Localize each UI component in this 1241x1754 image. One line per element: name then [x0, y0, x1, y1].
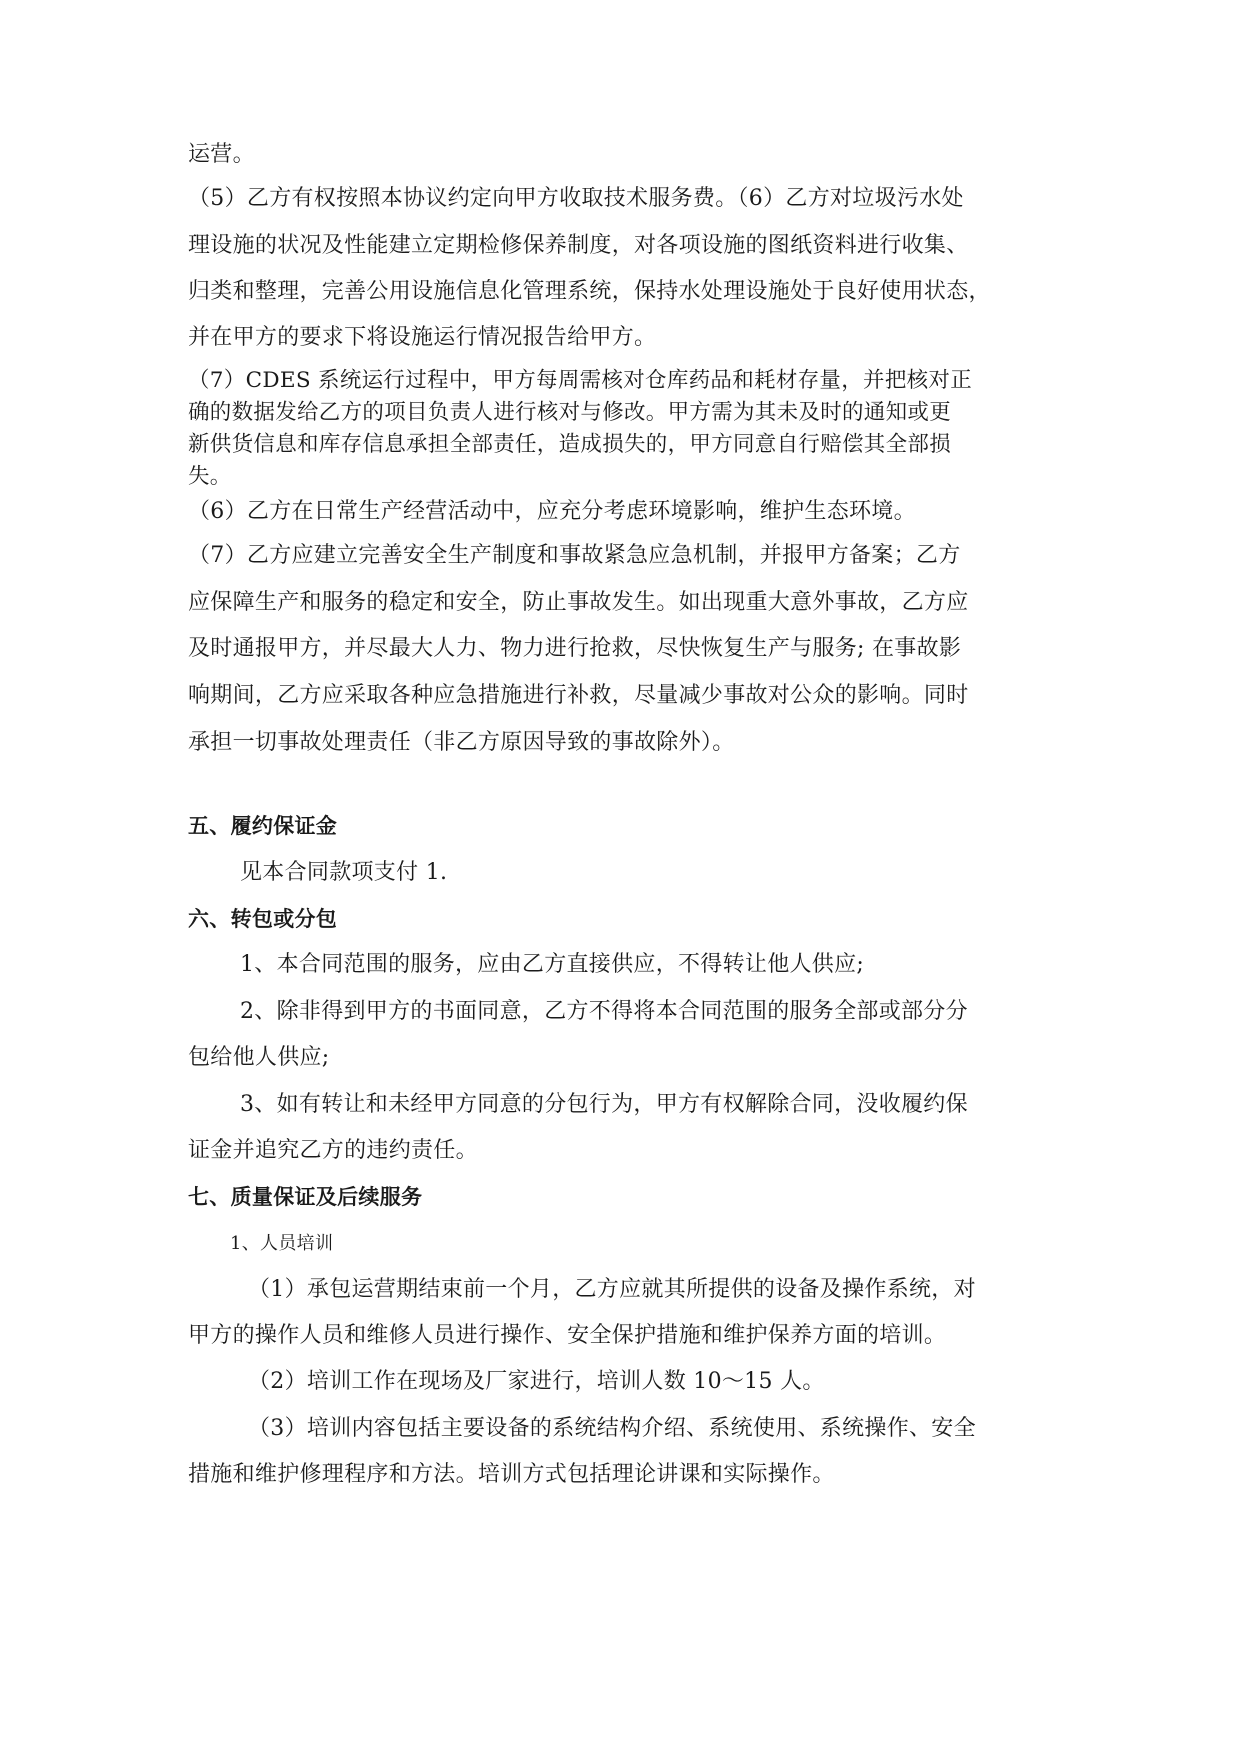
paragraph-line: 新供货信息和库存信息承担全部责任，造成损失的，甲方同意自行赔偿其全部损 [188, 432, 952, 457]
section-heading-6: 六、转包或分包 [188, 907, 338, 931]
paragraph-line: 响期间，乙方应采取各种应急措施进行补救，尽量减少事故对公众的影响。同时 [188, 683, 969, 708]
paragraph-line: 3、如有转让和未经甲方同意的分包行为，甲方有权解除合同，没收履约保 [240, 1092, 968, 1117]
paragraph-line: （7）CDES 系统运行过程中，甲方每周需核对仓库药品和耗材存量，并把核对正 [188, 368, 973, 393]
paragraph-line: （2）培训工作在现场及厂家进行，培训人数 10～15 人。 [248, 1369, 825, 1394]
paragraph-line: （1）承包运营期结束前一个月，乙方应就其所提供的设备及操作系统，对 [248, 1277, 976, 1302]
paragraph-line: （6）乙方在日常生产经营活动中，应充分考虑环境影响，维护生态环境。 [188, 499, 916, 524]
paragraph-line: 并在甲方的要求下将设施运行情况报告给甲方。 [188, 325, 657, 350]
paragraph-line: 承担一切事故处理责任（非乙方原因导致的事故除外）。 [188, 730, 735, 755]
section-heading-5: 五、履约保证金 [188, 814, 338, 838]
subsection-heading: 1、人员培训 [230, 1233, 334, 1254]
paragraph-line: （5）乙方有权按照本协议约定向甲方收取技术服务费。（6）乙方对垃圾污水处 [188, 186, 964, 211]
paragraph-line: 2、除非得到甲方的书面同意，乙方不得将本合同范围的服务全部或部分分 [240, 999, 968, 1024]
paragraph-line: 失。 [188, 464, 232, 489]
paragraph-line: （3）培训内容包括主要设备的系统结构介绍、系统使用、系统操作、安全 [248, 1416, 976, 1441]
paragraph-line: 确的数据发给乙方的项目负责人进行核对与修改。甲方需为其未及时的通知或更 [188, 400, 952, 425]
paragraph-line: 见本合同款项支付 1. [240, 860, 448, 885]
paragraph-line: 甲方的操作人员和维修人员进行操作、安全保护措施和维护保养方面的培训。 [188, 1323, 947, 1348]
paragraph-line: （7）乙方应建立完善安全生产制度和事故紧急应急机制，并报甲方备案；乙方 [188, 543, 961, 568]
paragraph-line: 归类和整理，完善公用设施信息化管理系统，保持水处理设施处于良好使用状态， [188, 279, 991, 304]
paragraph-line: 措施和维护修理程序和方法。培训方式包括理论讲课和实际操作。 [188, 1462, 835, 1487]
paragraph-line: 包给他人供应; [188, 1045, 330, 1070]
paragraph-line: 理设施的状况及性能建立定期检修保养制度，对各项设施的图纸资料进行收集、 [188, 233, 969, 258]
paragraph-line: 及时通报甲方，并尽最大人力、物力进行抢救，尽快恢复生产与服务; 在事故影 [188, 636, 962, 661]
paragraph-line: 应保障生产和服务的稳定和安全，防止事故发生。如出现重大意外事故，乙方应 [188, 590, 969, 615]
section-heading-7: 七、质量保证及后续服务 [188, 1185, 423, 1209]
paragraph-line: 证金并追究乙方的违约责任。 [188, 1138, 478, 1163]
paragraph-line: 1、本合同范围的服务，应由乙方直接供应，不得转让他人供应; [240, 952, 865, 977]
paragraph-line: 运营。 [188, 142, 255, 167]
